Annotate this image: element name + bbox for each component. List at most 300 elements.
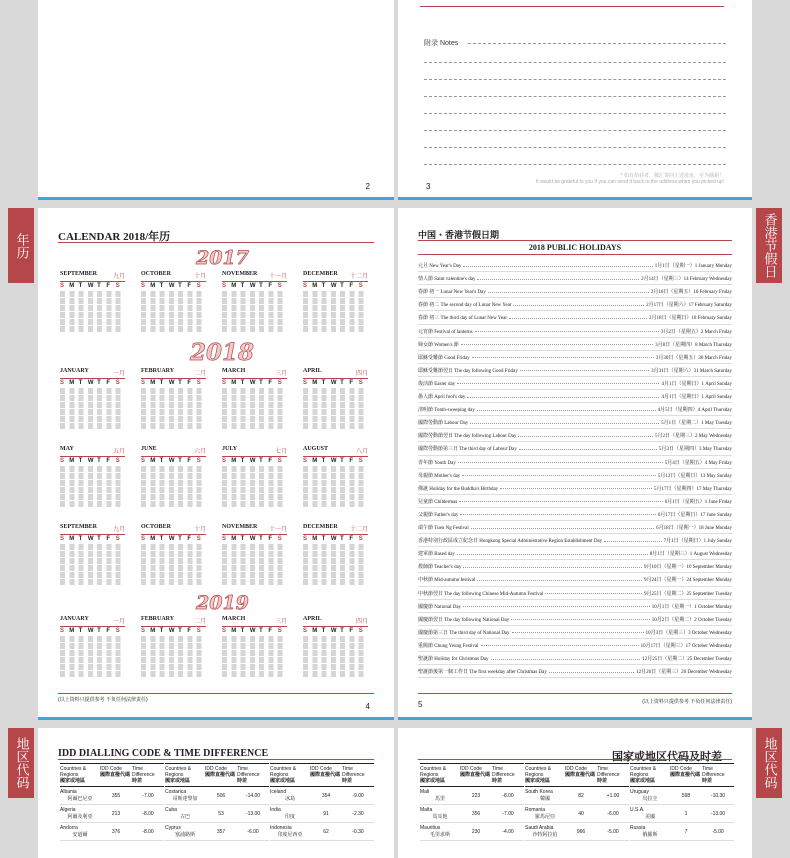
header-cell	[100, 766, 132, 784]
weekday-label: S	[358, 380, 363, 386]
holiday-date: 10月17日（星期三）17 October Wednesday	[640, 643, 732, 649]
header-cn: 國際直撥代碼	[565, 772, 596, 778]
country-cell	[165, 825, 205, 838]
day-row	[141, 671, 206, 677]
weekday-label: T	[178, 458, 182, 464]
leader-dots	[545, 592, 642, 594]
holiday-name: 耶穌受難節翌日 The day following Good Friday	[418, 368, 518, 374]
holiday-date: 6月17日（星期日）17 June Sunday	[657, 512, 732, 518]
weekday-label: F	[349, 458, 354, 464]
weekday-label: M	[69, 628, 75, 634]
day-row	[222, 558, 287, 564]
country-name: India	[270, 807, 281, 813]
month-name: DECEMBER	[303, 524, 338, 530]
month-name-cn: 五月	[112, 449, 125, 455]
holiday-date: 2月17日（星期六）17 February Saturday	[646, 303, 732, 309]
month-name: APRIL	[303, 368, 322, 374]
leader-dots	[477, 579, 642, 581]
weekday-label: W	[168, 628, 175, 634]
weekday-label: T	[178, 628, 182, 634]
holiday-row	[418, 352, 732, 364]
holiday-date: 10月2日（星期二）2 October Tuesday	[651, 617, 732, 623]
day-row	[222, 423, 287, 429]
holiday-name: 教師節 Teacher's day	[418, 565, 462, 571]
day-row	[141, 636, 206, 642]
day-row	[141, 409, 206, 415]
header-en: IDD Code	[460, 766, 482, 772]
holiday-date: 7月1日（星期日）1 July Sunday	[663, 539, 732, 545]
header-en: Time Difference	[597, 766, 620, 778]
weekday-label: T	[97, 380, 101, 386]
day-row	[60, 409, 125, 415]
weekday-label: T	[240, 283, 245, 289]
idd-code: 82	[578, 792, 584, 799]
day-row	[60, 326, 125, 332]
country-name-cn: 馬耳他	[432, 814, 448, 820]
holidays-subtitle: 2018 PUBLIC HOLIDAYS	[418, 243, 732, 255]
day-row	[303, 487, 368, 493]
day-row	[60, 291, 125, 297]
holiday-name: 愚人節 April fool's day	[418, 395, 466, 401]
weekday-label: F	[106, 458, 111, 464]
weekday-label: T	[340, 458, 344, 464]
month-block	[222, 271, 287, 333]
day-row	[60, 579, 125, 585]
month-name-cn: 三月	[274, 619, 287, 625]
time-difference: -2.30	[352, 810, 364, 817]
holiday-date: 3月2日（星期五）2 March Friday	[660, 329, 732, 335]
idd-code: 230	[471, 828, 481, 835]
header-cn: 國際直撥代碼	[205, 772, 236, 778]
month-name: FEBRUARY	[141, 616, 175, 622]
idd-code: 40	[578, 810, 584, 817]
weekday-label: T	[259, 536, 263, 542]
day-row	[303, 551, 368, 557]
weekday-label: S	[141, 283, 146, 289]
weekday-label: S	[303, 283, 308, 289]
weekday-label: S	[222, 380, 227, 386]
weekday-label: W	[87, 458, 94, 464]
holiday-row	[418, 443, 732, 455]
holiday-date: 9月25日（星期二）25 September Tuesday	[643, 591, 732, 597]
weekday-label: T	[321, 536, 326, 542]
day-row	[60, 395, 125, 401]
weekday-label: W	[249, 458, 256, 464]
day-row	[60, 312, 125, 318]
notes-credit-en: It would be grateful to you if you can send it back to the address when you picked up!	[535, 179, 724, 185]
holiday-date: 5月2日（星期三）2 May Wednesday	[655, 434, 732, 440]
country-cell	[60, 789, 100, 802]
country-name: Saudi Arabia	[525, 825, 554, 831]
header-cn: 國際直撥代碼	[100, 772, 131, 778]
table-header	[60, 763, 164, 787]
time-difference: -6.00	[607, 810, 619, 817]
page-number: 5	[418, 700, 423, 709]
country-cell	[165, 789, 205, 802]
holiday-date: 5月1日（星期二）1 May Tuesday	[661, 421, 732, 427]
leader-dots	[509, 317, 647, 319]
day-row	[141, 565, 206, 571]
day-row	[303, 657, 368, 663]
month-name-cn: 四月	[355, 619, 368, 625]
leader-dots	[459, 500, 662, 502]
country-cell	[60, 825, 100, 838]
weekday-label: S	[358, 458, 363, 464]
country-cell	[420, 807, 460, 820]
header-en: Time Difference	[237, 766, 260, 778]
weekday-label: S	[141, 458, 146, 464]
day-row	[222, 291, 287, 297]
day-row	[60, 402, 125, 408]
weekday-label: S	[277, 458, 282, 464]
day-grid	[60, 388, 125, 429]
weekday-label: T	[321, 628, 326, 634]
day-row	[60, 671, 125, 677]
weekday-label: T	[97, 628, 101, 634]
weekday-label: S	[115, 536, 120, 542]
day-row	[222, 579, 287, 585]
month-block	[141, 524, 206, 586]
country-cell	[525, 789, 565, 802]
day-row	[141, 544, 206, 550]
weekday-label: S	[277, 380, 282, 386]
month-block	[141, 271, 206, 333]
month-name-cn: 九月	[112, 527, 125, 533]
holiday-date: 4月1日（星期日）1 April Sunday	[661, 395, 732, 401]
header-cn: 時差	[132, 778, 143, 784]
month-header	[222, 368, 287, 379]
table-row	[420, 787, 524, 805]
day-row	[141, 305, 206, 311]
holiday-row	[418, 653, 732, 665]
country-name-cn: 阿爾巴尼亞	[67, 796, 93, 802]
header-en: Time Difference	[492, 766, 515, 778]
day-row	[141, 650, 206, 656]
weekday-label: M	[150, 380, 156, 386]
day-row	[60, 664, 125, 670]
month-block	[303, 271, 368, 333]
holiday-name: 春節 初三 The third day of Lunar New Year	[418, 316, 508, 322]
idd-title-rule	[58, 759, 374, 760]
day-row	[303, 416, 368, 422]
day-row	[222, 298, 287, 304]
holiday-row	[418, 273, 732, 285]
holiday-row	[418, 430, 732, 442]
month-header	[222, 271, 287, 282]
day-row	[60, 558, 125, 564]
country-cell	[630, 789, 670, 802]
country-cell	[525, 807, 565, 820]
leader-dots	[520, 369, 649, 371]
time-difference: -13.00	[245, 810, 261, 817]
time-difference: -7.00	[502, 810, 514, 817]
weekday-label: T	[259, 283, 263, 289]
weekday-label: M	[69, 536, 75, 542]
weekday-label: S	[358, 283, 363, 289]
holiday-date: 3月30日（星期五）30 March Friday	[655, 355, 732, 361]
weekday-label: S	[303, 380, 308, 386]
day-row	[222, 487, 287, 493]
holiday-date: 5月17日（星期四）17 May Thursday	[654, 486, 732, 492]
holidays-title: 中国・香港节假日期	[418, 231, 500, 241]
day-row	[222, 473, 287, 479]
weekday-label: S	[60, 628, 65, 634]
header-cell	[525, 766, 565, 784]
month-name: JULY	[222, 446, 238, 452]
holiday-row	[418, 561, 732, 573]
month-name-cn: 十月	[193, 527, 206, 533]
header-cell	[165, 766, 205, 784]
weekday-label: T	[321, 380, 326, 386]
holiday-row	[418, 614, 732, 626]
day-grid	[222, 388, 287, 429]
leader-dots	[519, 448, 657, 450]
day-row	[141, 466, 206, 472]
month-header	[141, 271, 206, 282]
holiday-name: 春節 初二 The second day of Lunar New Year	[418, 303, 512, 309]
month-block	[222, 368, 287, 430]
leader-dots	[604, 540, 662, 542]
day-row	[222, 305, 287, 311]
weekday-label: W	[168, 380, 175, 386]
leader-dots	[512, 631, 644, 633]
weekday-label: S	[303, 458, 308, 464]
weekday-label: T	[321, 283, 326, 289]
day-row	[141, 501, 206, 507]
weekday-label: F	[268, 628, 273, 634]
month-name-cn: 十二月	[349, 527, 368, 533]
page-holidays	[398, 208, 752, 720]
month-block	[60, 524, 125, 586]
header-cell	[237, 766, 269, 784]
country-name: U.S.A.	[630, 807, 645, 813]
weekday-label: M	[150, 283, 156, 289]
weekday-label: W	[87, 380, 94, 386]
weekday-label: M	[231, 380, 237, 386]
time-difference: -14.00	[245, 792, 261, 799]
idd-code: 356	[471, 810, 481, 817]
day-grid	[60, 636, 125, 677]
calendar-title-rule	[58, 242, 374, 243]
day-grid	[303, 544, 368, 585]
holiday-name: 母親節 Mother's day	[418, 473, 461, 479]
holiday-row	[418, 378, 732, 390]
country-name: Cyprus	[165, 825, 181, 831]
header-cn: 時差	[702, 778, 713, 784]
header-cell	[702, 766, 734, 784]
header-cn: 時差	[237, 778, 248, 784]
weekday-label: S	[115, 380, 120, 386]
holiday-row	[418, 339, 732, 351]
header-en: Countries & Regions	[630, 766, 657, 778]
table-row	[420, 823, 524, 841]
calendar-foot-rule	[58, 693, 374, 694]
time-difference: -4.00	[502, 828, 514, 835]
weekday-label: W	[249, 628, 256, 634]
page-number: 3	[426, 182, 431, 191]
leader-dots	[460, 513, 655, 515]
month-name: NOVEMBER	[222, 271, 258, 277]
holiday-date: 5月3日（星期四）3 May Thursday	[659, 447, 732, 453]
day-grid	[141, 388, 206, 429]
weekday-label: T	[259, 458, 263, 464]
month-header	[60, 616, 125, 627]
day-row	[222, 326, 287, 332]
weekday-label: T	[340, 283, 344, 289]
table-header	[525, 763, 629, 787]
country-name: Uruguay	[630, 789, 649, 795]
day-row	[303, 565, 368, 571]
day-row	[222, 466, 287, 472]
weekday-row	[303, 536, 368, 542]
header-cn: 時差	[342, 778, 353, 784]
month-header	[303, 446, 368, 457]
day-row	[141, 572, 206, 578]
weekday-label: T	[78, 458, 83, 464]
holiday-row	[418, 627, 732, 639]
time-difference: +1.00	[606, 792, 620, 799]
country-name: South Korea	[525, 789, 553, 795]
holiday-row	[418, 588, 732, 600]
holiday-row	[418, 574, 732, 586]
holiday-date: 6月18日（星期一）18 June Monday	[656, 526, 732, 532]
header-en: Time Difference	[132, 766, 155, 778]
country-name-cn: 俄羅斯	[642, 832, 658, 838]
weekday-label: T	[97, 458, 101, 464]
header-cn: 國家或地區	[60, 778, 86, 784]
weekday-row	[60, 380, 125, 386]
table-row	[525, 823, 629, 841]
leader-dots	[477, 409, 656, 411]
month-header	[60, 446, 125, 457]
weekday-label: T	[97, 283, 101, 289]
holiday-name: 端午節 Tuen Ng Festival	[418, 526, 469, 532]
side-tab-idd: 地区代码	[8, 728, 34, 798]
day-grid	[60, 466, 125, 507]
country-name-cn: 羅馬尼亞	[534, 814, 555, 820]
weekday-label: W	[168, 283, 175, 289]
country-name-cn: 安道爾	[72, 832, 88, 838]
leader-dots	[463, 566, 642, 568]
month-name: NOVEMBER	[222, 524, 258, 530]
country-name-cn: 韓國	[539, 796, 550, 802]
code-table	[270, 763, 374, 841]
weekday-label: S	[196, 458, 201, 464]
day-row	[303, 572, 368, 578]
month-name-cn: 十一月	[268, 274, 287, 280]
time-difference: -8.00	[142, 828, 154, 835]
holiday-date: 5月4日（星期五）4 May Friday	[664, 460, 732, 466]
day-row	[303, 501, 368, 507]
weekday-row	[222, 458, 287, 464]
idd-code: 91	[323, 810, 329, 817]
header-cell	[205, 766, 237, 784]
weekday-label: M	[231, 458, 237, 464]
table-row	[270, 805, 374, 823]
month-header	[141, 616, 206, 627]
holiday-date: 8月1日（星期三）1 August Wednesday	[649, 552, 732, 558]
header-en: IDD Code	[670, 766, 692, 772]
holiday-name: 國慶節翌日 The day following National Day	[418, 617, 510, 623]
leader-dots	[511, 618, 649, 620]
month-block	[303, 616, 368, 678]
day-row	[303, 312, 368, 318]
country-name: Costarica	[165, 789, 187, 795]
day-row	[303, 395, 368, 401]
time-difference: -7.00	[142, 792, 154, 799]
weekday-label: S	[277, 536, 282, 542]
holiday-name: 元宵節 Festival of lanterns	[418, 329, 473, 335]
month-block	[222, 446, 287, 508]
header-cell	[420, 766, 460, 784]
country-name-cn: 沙特阿拉伯	[532, 832, 558, 838]
weekday-label: W	[330, 458, 337, 464]
country-name: Iceland	[270, 789, 287, 795]
side-tab-holidays: 香港节假日	[756, 208, 782, 283]
notes-top-rule	[420, 6, 724, 7]
day-row	[141, 319, 206, 325]
weekday-label: T	[178, 536, 182, 542]
idd-code: 62	[323, 828, 329, 835]
day-row	[60, 643, 125, 649]
holiday-name: 聖誕節 Holiday for Christmas Day	[418, 657, 489, 663]
country-name-cn: 美國	[644, 814, 655, 820]
holiday-date: 9月24日（星期一）24 September Monday	[643, 578, 732, 584]
month-name: JANUARY	[60, 368, 89, 374]
month-header	[60, 271, 125, 282]
holiday-row	[418, 522, 732, 534]
country-name-cn: 印度	[284, 814, 295, 820]
country-cell	[630, 825, 670, 838]
weekday-row	[222, 283, 287, 289]
time-difference: -8.00	[502, 792, 514, 799]
weekday-label: M	[312, 283, 318, 289]
day-row	[60, 473, 125, 479]
header-en: IDD Code	[205, 766, 227, 772]
holiday-name: 重陽節 Chung Yeung Festival	[418, 643, 479, 649]
holiday-row	[418, 666, 732, 678]
header-cn: 國際直撥代碼	[670, 772, 701, 778]
day-row	[60, 494, 125, 500]
month-name: OCTOBER	[141, 271, 171, 277]
header-cn: 國家或地區	[525, 778, 551, 784]
weekday-label: S	[358, 536, 363, 542]
table-row	[60, 805, 164, 823]
weekday-label: M	[69, 380, 75, 386]
country-name: Andorra	[60, 825, 78, 831]
weekday-label: T	[159, 283, 164, 289]
weekday-label: W	[249, 283, 256, 289]
time-difference: -5.00	[712, 828, 724, 835]
month-name-cn: 四月	[355, 371, 368, 377]
weekday-row	[60, 628, 125, 634]
weekday-row	[141, 380, 206, 386]
header-cell	[342, 766, 374, 784]
country-name-cn: 阿爾及利亞	[67, 814, 93, 820]
holiday-name: 青年節 Youth Day	[418, 460, 456, 466]
table-row	[60, 823, 164, 841]
month-name-cn: 十月	[193, 274, 206, 280]
idd-code: 966	[576, 828, 586, 835]
day-row	[222, 544, 287, 550]
side-tab-calendar: 年历	[8, 208, 34, 283]
header-cell	[630, 766, 670, 784]
country-name-cn: 哥斯達黎加	[172, 796, 198, 802]
day-grid	[141, 466, 206, 507]
day-row	[222, 636, 287, 642]
leader-dots	[513, 304, 644, 306]
weekday-label: W	[87, 628, 94, 634]
